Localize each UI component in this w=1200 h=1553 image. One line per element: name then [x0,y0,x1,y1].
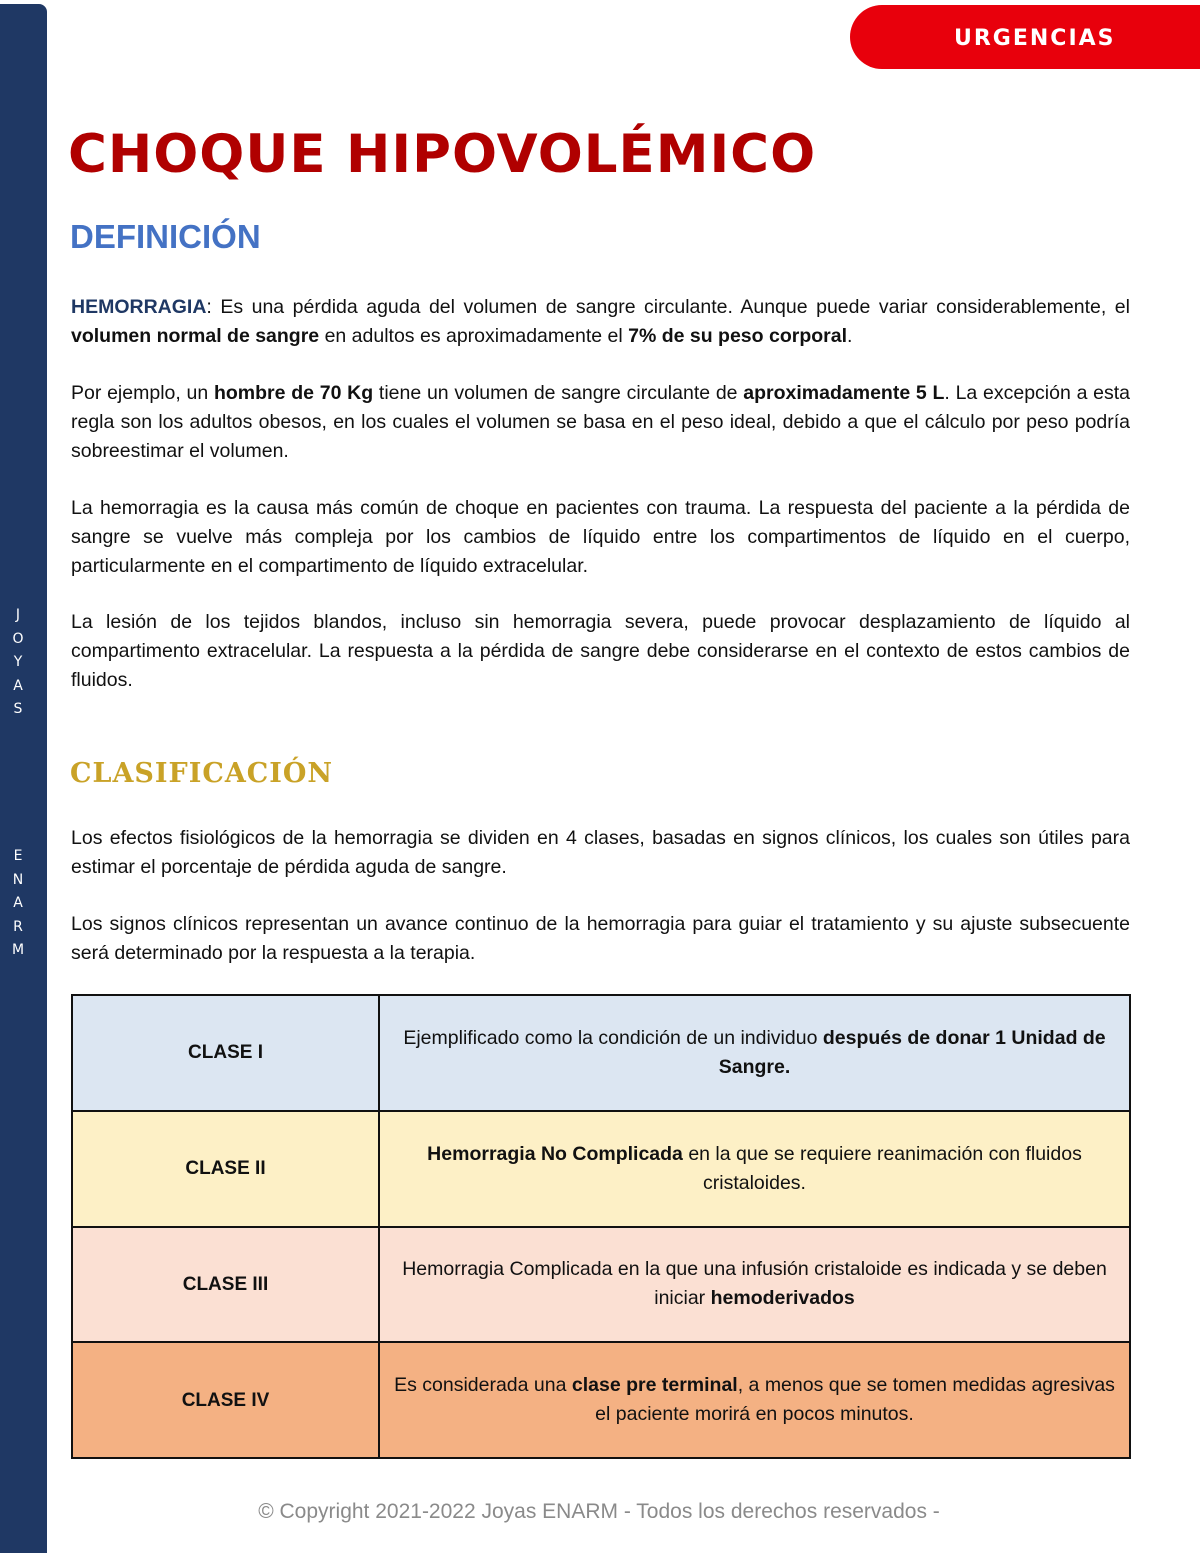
sidebar-letter: M [11,942,25,958]
sidebar-letter: S [13,701,23,717]
heading-definicion: DEFINICIÓN [70,218,261,255]
class-name: CLASE III [72,1227,379,1343]
bold-span: Hemorragia No Complicada [427,1142,683,1165]
section-badge-label: URGENCIAS [954,26,1116,51]
text-span: . [847,325,853,347]
sidebar-letters-joyas [0,604,36,722]
class-description [379,1111,1130,1227]
paragraph-signos: Los signos clínicos representan un avance continuo de la hemorragia para guiar el tratamiento y su ajuste subsecuente será determinado por la respuesta a la terapia. [71,913,1130,964]
bold-span: 7% de su peso corporal [628,325,847,347]
paragraph-causa-comun: La hemorragia es la causa más común de choque en pacientes con trauma. La respuesta del paciente a la pérdida de sangre se vuelve más compleja por los cambios de líquido entre los compartimentos de líquido en el cuerpo, particularmente en el compartimento de líquido extracelular. [71,497,1130,577]
text-span: tiene un volumen de sangre circulante de [373,382,744,404]
page-title: CHOQUE HIPOVOLÉMICO [68,124,817,185]
class-description [379,1342,1130,1458]
paragraph-tejidos-blandos: La lesión de los tejidos blandos, incluso sin hemorragia severa, puede provocar desplazamiento de líquido al compartimento extracelular. La respuesta a la pérdida de sangre debe considerarse en el contexto de estos cambios de fluidos. [71,611,1130,691]
heading-clasificacion: CLASIFICACIÓN [70,758,334,789]
keyword-hemorragia: HEMORRAGIA [71,296,207,318]
sidebar-letters-enarm [0,845,36,963]
paragraph-hemorragia [71,293,1130,351]
class-name: CLASE I [72,995,379,1111]
text-span: en la que se requiere reanimación con fluidos cristaloides. [682,1142,1082,1194]
copyright-text: © Copyright 2021-2022 Joyas ENARM - Todos los derechos reservados - [258,1500,940,1523]
class-name: CLASE IV [72,1342,379,1458]
text-span: Es considerada una [394,1374,572,1397]
classification-table [71,994,1131,1459]
table-row [72,1342,1130,1458]
sidebar-letter: O [12,630,24,647]
text-span: Ejemplificado como la condición de un individuo [403,1026,823,1049]
text-span: Por ejemplo, un [71,382,214,404]
bold-span: hombre de 70 Kg [213,382,374,404]
bold-span: después de donar 1 Unidad de Sangre. [718,1026,1106,1078]
sidebar-letter: A [13,677,23,694]
copyright-footer [0,1500,1200,1524]
sidebar-letter: A [13,895,23,911]
bold-span: hemoderivados [710,1287,855,1310]
bold-span: clase pre terminal [571,1374,738,1397]
sidebar-letter: E [13,848,23,864]
text-span: : Es una pérdida aguda del volumen de sangre circulante. Aunque puede variar considerablemente, el [206,296,1130,318]
sidebar-letter: Y [13,654,23,670]
text-span: , a menos que se tomen medidas agresivas el paciente morirá en pocos minutos. [595,1374,1115,1426]
class-description [379,1227,1130,1343]
table-row [72,1227,1130,1343]
table-row [72,1111,1130,1227]
section-badge [850,5,1200,69]
class-description [379,995,1130,1111]
sidebar-letter: J [15,607,21,623]
sidebar-letter: R [13,918,23,935]
paragraph-ejemplo [71,379,1130,466]
table-row [72,995,1130,1111]
text-span: en adultos es aproximadamente el [319,325,629,347]
bold-span: volumen normal de sangre [71,325,320,347]
bold-span: aproximadamente 5 L [743,382,945,404]
class-name: CLASE II [72,1111,379,1227]
paragraph-efectos: Los efectos fisiológicos de la hemorragia se dividen en 4 clases, basadas en signos clínicos, los cuales son útiles para estimar el porcentaje de pérdida aguda de sangre. [71,827,1130,878]
text-span: Hemorragia Complicada en la que una infusión cristaloide es indicada y se deben iniciar [402,1258,1107,1310]
sidebar-letter: N [12,871,24,888]
sidebar [0,4,47,1553]
text-span: . La excepción a esta regla son los adultos obesos, en los cuales el volumen se basa en el peso ideal, debido a que el cálculo por peso podría sobreestimar el volumen. [71,382,1131,462]
